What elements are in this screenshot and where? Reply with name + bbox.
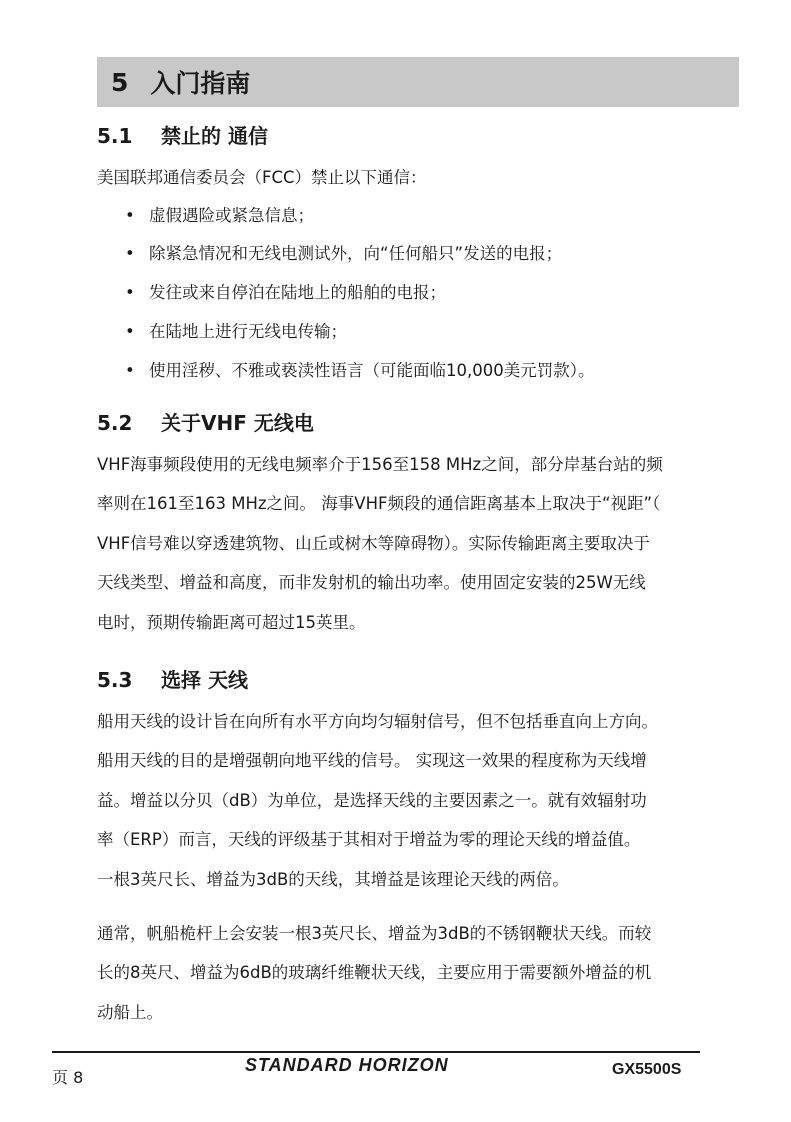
footer-divider bbox=[52, 1051, 700, 1053]
body-line: 船用天线的设计旨在向所有水平方向均匀辐射信号，但不包括垂直向上方向。 bbox=[97, 712, 658, 731]
body-line: 天线类型、增益和高度，而非发射机的输出功率。使用固定安装的25W无线 bbox=[97, 573, 646, 592]
body-line: 船用天线的目的是增强朝向地平线的信号。 实现这一效果的程度称为天线增 bbox=[97, 751, 647, 770]
bullet-item: • 发往或来自停泊在陆地上的船舶的电报； bbox=[125, 283, 446, 302]
section-title: 关于VHF 无线电 bbox=[161, 411, 314, 435]
section-title: 选择 天线 bbox=[161, 668, 248, 692]
body-line: VHF信号难以穿透建筑物、山丘或树木等障碍物）。实际传输距离主要取决于 bbox=[97, 534, 650, 553]
bullet-item: • 在陆地上进行无线电传输； bbox=[125, 322, 347, 341]
body-line: 益。增益以分贝（dB）为单位，是选择天线的主要因素之一。就有效辐射功 bbox=[97, 791, 647, 810]
body-line: 动船上。 bbox=[97, 1003, 163, 1022]
section-number: 5.2 bbox=[97, 411, 133, 435]
bullet-item: • 使用淫秽、不雅或亵渎性语言（可能面临10,000美元罚款）。 bbox=[125, 361, 595, 380]
body-line: 美国联邦通信委员会（FCC）禁止以下通信： bbox=[97, 168, 427, 187]
body-line: 长的8英尺、增益为6dB的玻璃纤维鞭状天线，主要应用于需要额外增益的机 bbox=[97, 963, 652, 982]
bullet-item: • 虚假遇险或紧急信息； bbox=[125, 206, 314, 225]
brand-logo: STANDARD HORIZON bbox=[245, 1055, 449, 1075]
body-line: 率则在161至163 MHz之间。 海事VHF频段的通信距离基本上取决于“视距”（ bbox=[97, 494, 661, 513]
chapter-number: 5 bbox=[111, 67, 129, 97]
section-title: 禁止的 通信 bbox=[161, 124, 268, 148]
section-heading-5-3 bbox=[97, 664, 248, 693]
chapter-heading bbox=[97, 57, 739, 107]
page-number: 页 8 bbox=[52, 1068, 84, 1087]
bullet-item: • 除紧急情况和无线电测试外，向“任何船只”发送的电报； bbox=[125, 244, 563, 263]
body-line: 电时，预期传输距离可超过15英里。 bbox=[97, 613, 366, 632]
section-number: 5.3 bbox=[97, 668, 133, 692]
body-line: 一根3英尺长、增益为3dB的天线，其增益是该理论天线的两倍。 bbox=[97, 870, 569, 889]
body-line: 通常，帆船桅杆上会安装一根3英尺长、增益为3dB的不锈钢鞭状天线。而较 bbox=[97, 924, 652, 943]
chapter-title: 入门指南 bbox=[150, 69, 251, 98]
body-line: VHF海事频段使用的无线电频率介于156至158 MHz之间，部分岸基台站的频 bbox=[97, 455, 663, 474]
section-number: 5.1 bbox=[97, 124, 133, 148]
section-heading-5-2 bbox=[97, 407, 314, 436]
section-heading-5-1 bbox=[97, 120, 268, 149]
model-name: GX5500S bbox=[612, 1061, 682, 1078]
body-line: 率（ERP）而言，天线的评级基于其相对于增益为零的理论天线的增益值。 bbox=[97, 830, 641, 849]
